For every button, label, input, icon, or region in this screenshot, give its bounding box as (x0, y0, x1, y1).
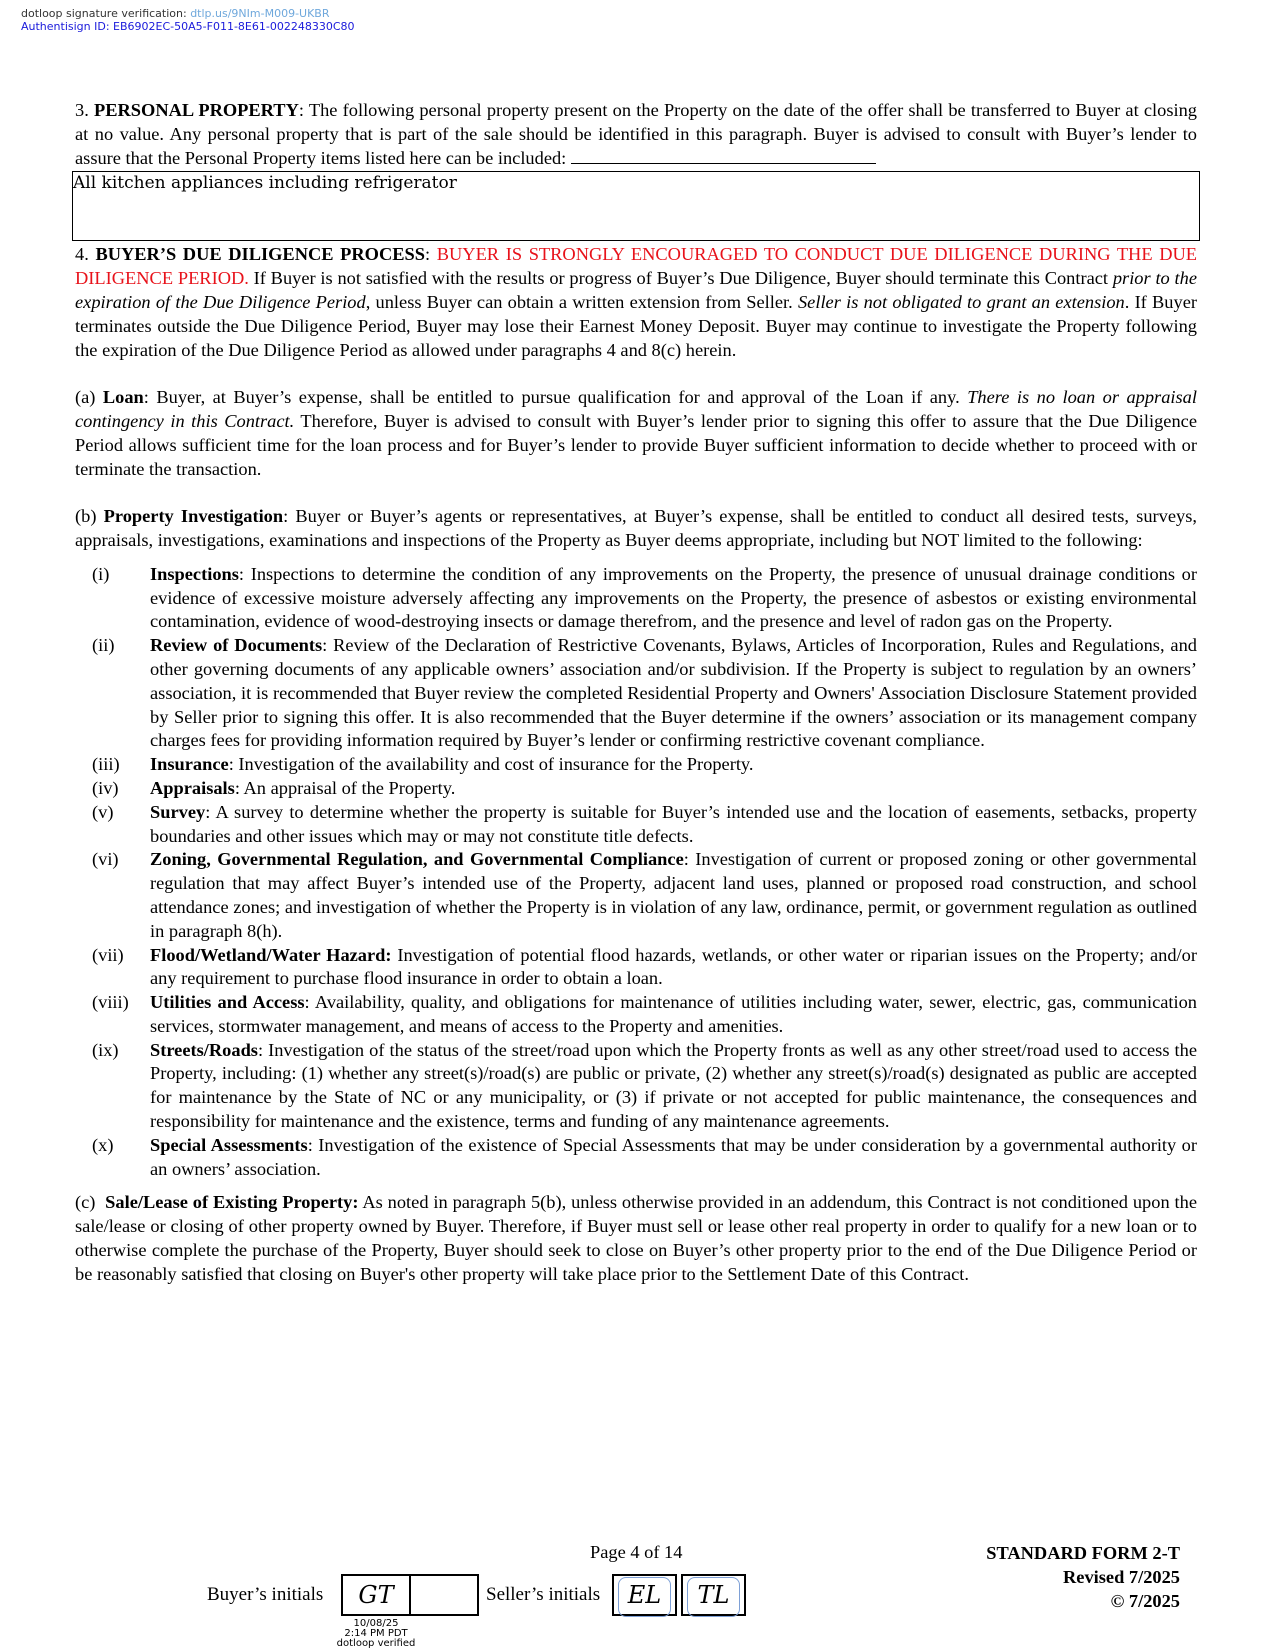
item-title: Streets/Roads (150, 1039, 258, 1060)
item-title: Appraisals (150, 777, 235, 798)
item-body: : Inspections to determine the condition of any improvements on the Property, the presence of unusual drainage conditions or evidence of excessive moisture adversely affecting any improvements on the Property, the presence of asbestos or existing environmental contamination, evidence of wood-destroying insects or damage therefrom, and the presence and level of radon gas on the Property. (150, 563, 1197, 632)
item-body: : An appraisal of the Property. (234, 777, 456, 798)
text: As noted in paragraph 5(b), unless otherwise provided in an addendum, this Contract is not conditioned upon the sale/lease or closing of other property owned by Buyer. Therefore, if Buyer must sell or lease other real property in order to qualify for a new loan or to otherwise complete the purchase of the Property, Buyer should seek to close on Buyer’s other property prior to the end of the Due Diligence Period or be reasonably satisfied that closing on Buyer's other property will take place prior to the Settlement Date of this Contract. (75, 1192, 1197, 1284)
item-text (150, 634, 1197, 753)
item-text (150, 944, 1197, 992)
buyer-initials-signature: GT (358, 1581, 394, 1609)
item-title: Special Assessments (150, 1134, 308, 1155)
item-body: : Investigation of the existence of Special Assessments that may be under consideration by a governmental authority or an owners’ association. (150, 1134, 1198, 1179)
item-title: Survey (150, 801, 206, 822)
title: Property Investigation (103, 506, 284, 527)
section-text: : The following personal property present on the Property on the date of the offer shall be transferred to Buyer at closing at no value. Any personal property that is part of the sale should be identified in this paragraph. Buyer is advised to consult with Buyer’s lender to assure that the Personal Property items listed here can be included: (75, 100, 1198, 168)
list-item (75, 801, 1197, 849)
buyer-initials-label: Buyer’s initials (207, 1584, 324, 1605)
verification-label: dotloop signature verification: (21, 7, 187, 20)
item-body: : Availability, quality, and obligations for maintenance of utilities including water, sewer, electric, gas, communication services, stormwater management, and means of access to the Property and amenities. (150, 992, 1198, 1036)
authentisign-frame (618, 1577, 671, 1617)
investigation-list (75, 563, 1197, 1182)
item-title: Zoning, Governmental Regulation, and Governmental Compliance (150, 849, 684, 870)
seller-initials-signature: TL (697, 1581, 730, 1609)
list-item (75, 848, 1197, 943)
item-title: Flood/Wetland/Water Hazard: (150, 944, 392, 965)
item-number: (v) (92, 801, 114, 822)
item-body: : Review of the Declaration of Restrictive Covenants, Bylaws, Articles of Incorporation, Rules and Regulations, and other governing documents of any applicable owners’ association and/or subdivision. If the Property is subject to regulation by an owners’ association, it is recommended that Buyer review the completed Residential Property and Owners' Association Disclosure Statement provided by Seller prior to signing this offer. It is also recommended that the Buyer determine if the owners’ association or its management company charges fees for providing information required by Buyer’s lender or confirming restrictive covenant compliance. (150, 635, 1197, 751)
item-text (150, 801, 1197, 849)
buyer-initials-box-2[interactable] (409, 1574, 479, 1616)
form-copyright: © 7/2025 (1110, 1591, 1180, 1611)
item-title: Review of Documents (150, 635, 323, 656)
stamp-time: 2:14 PM PDT (344, 1628, 408, 1639)
item-body: Investigation of potential flood hazards, wetlands, or other water or riparian issues on the Property; and/or any requirement to purchase flood insurance in order to obtain a loan. (150, 944, 1197, 989)
list-item (75, 1134, 1197, 1182)
subsection-a (75, 386, 1197, 481)
item-body: : Investigation of current or proposed zoning or other governmental regulation that may affect Buyer’s intended use of the Property, adjacent land uses, planned or proposed road construction, and school attendance zones; and investigation of whether the Property is in violation of any law, ordinance, permit, or government regulation as outlined in paragraph 8(h). (150, 849, 1197, 941)
seller-initials-box-1[interactable] (612, 1574, 677, 1616)
colon: : (424, 244, 431, 265)
text: : Buyer or Buyer’s agents or representatives, at Buyer’s expense, shall be entitled to conduct all desired tests, surveys, appraisals, investigations, examinations and inspections of the Property as Buyer deems appropriate, including but NOT limited to the following: (75, 506, 1197, 550)
list-item (75, 991, 1197, 1039)
stamp-date: 10/08/25 (353, 1618, 399, 1629)
list-item (75, 634, 1197, 753)
item-number: (ii) (92, 635, 115, 656)
item-text (150, 777, 1197, 801)
list-item (75, 563, 1197, 634)
item-title: Inspections (150, 563, 239, 584)
item-text (150, 1134, 1197, 1182)
seller-initials-box-2[interactable] (681, 1574, 746, 1616)
list-item (75, 753, 1197, 777)
item-number: (i) (92, 563, 110, 584)
text: : Buyer, at Buyer’s expense, shall be entitled to pursue qualification for and approval of the Loan if any. (143, 387, 968, 408)
list-item (75, 777, 1197, 801)
item-number: (iv) (92, 777, 119, 798)
section-3 (75, 99, 1197, 170)
item-text (150, 991, 1197, 1039)
authentisign-id: Authentisign ID: EB6902EC-50A5-F011-8E61-002248330C80 (21, 20, 355, 33)
item-body: : Investigation of the availability and cost of insurance for the Property. (228, 754, 754, 775)
form-revised: Revised 7/2025 (1063, 1567, 1180, 1587)
section-title: BUYER’S DUE DILIGENCE PROCESS (95, 244, 425, 265)
item-number: (viii) (92, 992, 129, 1013)
form-name: STANDARD FORM 2-T (986, 1543, 1180, 1563)
form-info (986, 1541, 1180, 1613)
item-text (150, 563, 1197, 634)
text: If Buyer is not satisfied with the results or progress of Buyer’s Due Diligence, Buyer should terminate this Contract (248, 268, 1113, 289)
list-item (75, 944, 1197, 992)
stamp-verified: dotloop verified (336, 1638, 416, 1649)
item-body: : Investigation of the status of the street/road upon which the Property fronts as well as any other street/road used to access the Property, including: (1) whether any street(s)/road(s) are public or private, (2) whether any street(s)/road(s) designated as public are accepted for maintenance by the State of NC or any municipality, or (3) if private or not accepted for public maintenance, the consequences and responsibility for maintenance and the existence, terms and funding of any maintenance agreements. (150, 1039, 1197, 1132)
label: (a) (75, 387, 96, 408)
underline (571, 147, 876, 164)
page-number: Page 4 of 14 (590, 1542, 683, 1562)
seller-initials-signature: EL (627, 1581, 662, 1609)
text: , unless Buyer can obtain a written extension from Seller. (365, 291, 798, 312)
item-number: (ix) (92, 1039, 119, 1060)
italic-text: Seller is not obligated to grant an extension (797, 291, 1125, 312)
item-number: (vi) (92, 849, 119, 870)
item-title: Utilities and Access (150, 992, 305, 1013)
item-text (150, 848, 1197, 943)
authentisign-frame (687, 1577, 740, 1617)
section-number: 3. (75, 100, 89, 120)
label: (c) (75, 1192, 96, 1213)
italic-text: There is no loan or appraisal contingency in this Contract. (75, 387, 1197, 431)
list-item (75, 1039, 1197, 1134)
title: Sale/Lease of Existing Property: (105, 1192, 359, 1213)
item-number: (iii) (92, 754, 120, 775)
item-text (150, 1039, 1197, 1134)
section-4 (75, 243, 1197, 362)
label: (b) (75, 506, 97, 527)
subsection-b (75, 505, 1197, 553)
dotloop-verification-stamp (331, 1619, 421, 1649)
seller-initials-label: Seller’s initials (486, 1584, 601, 1605)
title: Loan (102, 387, 144, 408)
section-number: 4. (75, 244, 89, 265)
buyer-initials-box-1[interactable] (341, 1574, 411, 1616)
text: Therefore, Buyer is advised to consult with Buyer’s lender prior to signing this offer to assure that the Due Diligence Period allows sufficient time for the loan process and for Buyer’s lender to provide Buyer sufficient information to decide whether to proceed with or terminate the transaction. (75, 410, 1197, 479)
item-number: (vii) (92, 944, 124, 965)
item-body: : A survey to determine whether the property is suitable for Buyer’s intended use and the location of easements, setbacks, property boundaries and other issues which may or may not constitute title defects. (150, 801, 1197, 846)
item-text (150, 753, 1197, 777)
warning-text: BUYER IS STRONGLY ENCOURAGED TO CONDUCT DUE DILIGENCE DURING THE DUE DILIGENCE PERIOD. (75, 244, 1197, 289)
personal-property-field[interactable]: All kitchen appliances including refrigerator (72, 171, 1200, 241)
subsection-c (75, 1191, 1197, 1286)
item-number: (x) (92, 1134, 114, 1155)
signature-header (21, 7, 355, 33)
italic-text: prior to the expiration of the Due Diligence Period (75, 268, 1197, 312)
text: . If Buyer terminates outside the Due Diligence Period, Buyer may lose their Earnest Money Deposit. Buyer may continue to investigate the Property following the expiration of the Due Diligence Period as allowed under paragraphs 4 and 8(c) herein. (75, 291, 1197, 360)
section-title: PERSONAL PROPERTY (94, 100, 299, 120)
document-body (75, 99, 1197, 1287)
item-title: Insurance (150, 754, 229, 775)
verification-link[interactable]: dtlp.us/9NIm-M009-UKBR (190, 7, 330, 20)
